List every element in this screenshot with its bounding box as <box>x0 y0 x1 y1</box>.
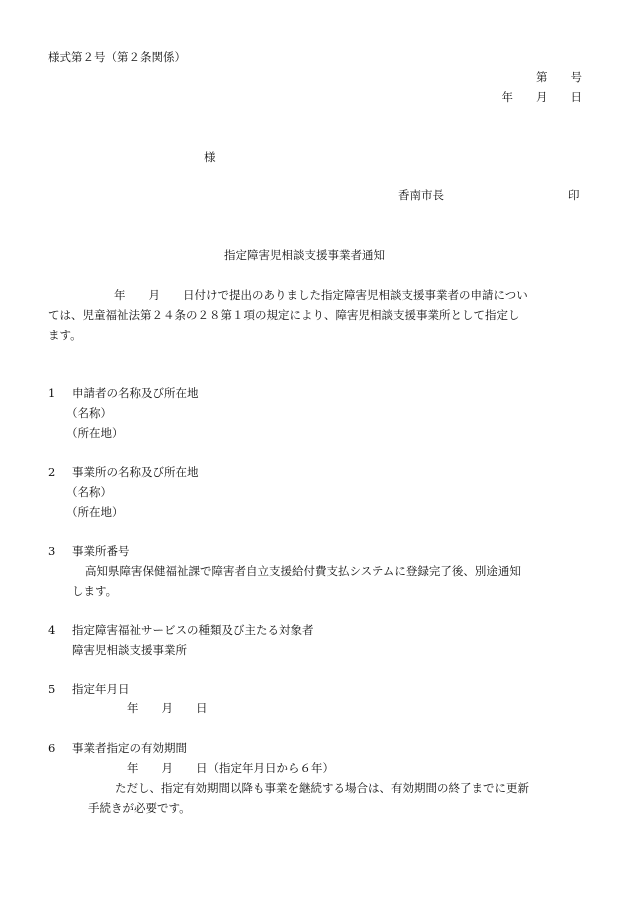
addressee-honorific: 様 <box>204 150 216 164</box>
section-3-number: 3 <box>48 544 56 558</box>
section-6-number: 6 <box>48 741 56 755</box>
section-5-number: 5 <box>48 682 56 696</box>
section-4-title: 指定障害福祉サービスの種類及び主たる対象者 <box>72 623 314 637</box>
section-5-date: 年 月 日 <box>127 701 208 715</box>
section-2-name-label: （名称） <box>66 485 112 499</box>
section-4-number: 4 <box>48 623 56 637</box>
section-6-note-line-1: ただし、指定有効期間以降も事業を継続する場合は、有効期間の終了までに更新 <box>115 781 529 795</box>
section-2-title: 事業所の名称及び所在地 <box>72 465 199 479</box>
section-3-title: 事業所番号 <box>72 544 130 558</box>
intro-line-2: ては、児童福祉法第２４条の２８第１項の規定により、障害児相談支援事業所として指定し <box>48 308 520 322</box>
document-number: 第 号 <box>536 70 582 84</box>
section-5-title: 指定年月日 <box>72 682 130 696</box>
section-1-title: 申請者の名称及び所在地 <box>72 386 199 400</box>
section-1-name-label: （名称） <box>66 406 112 420</box>
form-label: 様式第２号（第２条関係） <box>48 50 186 64</box>
intro-line-3: ます。 <box>48 328 82 342</box>
section-3-text-line-1: 高知県障害保健福祉課で障害者自立支援給付費支払システムに登録完了後、別途通知 <box>85 564 521 578</box>
section-6-date: 年 月 日（指定年月日から６年） <box>127 761 334 775</box>
document-title: 指定障害児相談支援事業者通知 <box>224 248 385 262</box>
section-4-text: 障害児相談支援事業所 <box>72 643 187 657</box>
document-date: 年 月 日 <box>501 90 582 104</box>
section-6-note-line-2: 手続きが必要です。 <box>88 801 191 815</box>
section-1-number: 1 <box>48 386 56 400</box>
section-2-number: 2 <box>48 465 56 479</box>
intro-line-1: 年 月 日付けで提出のありました指定障害児相談支援事業者の申請につい <box>114 288 528 302</box>
section-6-title: 事業者指定の有効期間 <box>72 741 187 755</box>
sender-title: 香南市長 <box>398 188 444 202</box>
section-3-text-line-2: します。 <box>72 584 118 598</box>
seal-mark: 印 <box>568 188 580 202</box>
section-1-address-label: （所在地） <box>66 426 124 440</box>
section-2-address-label: （所在地） <box>66 505 124 519</box>
